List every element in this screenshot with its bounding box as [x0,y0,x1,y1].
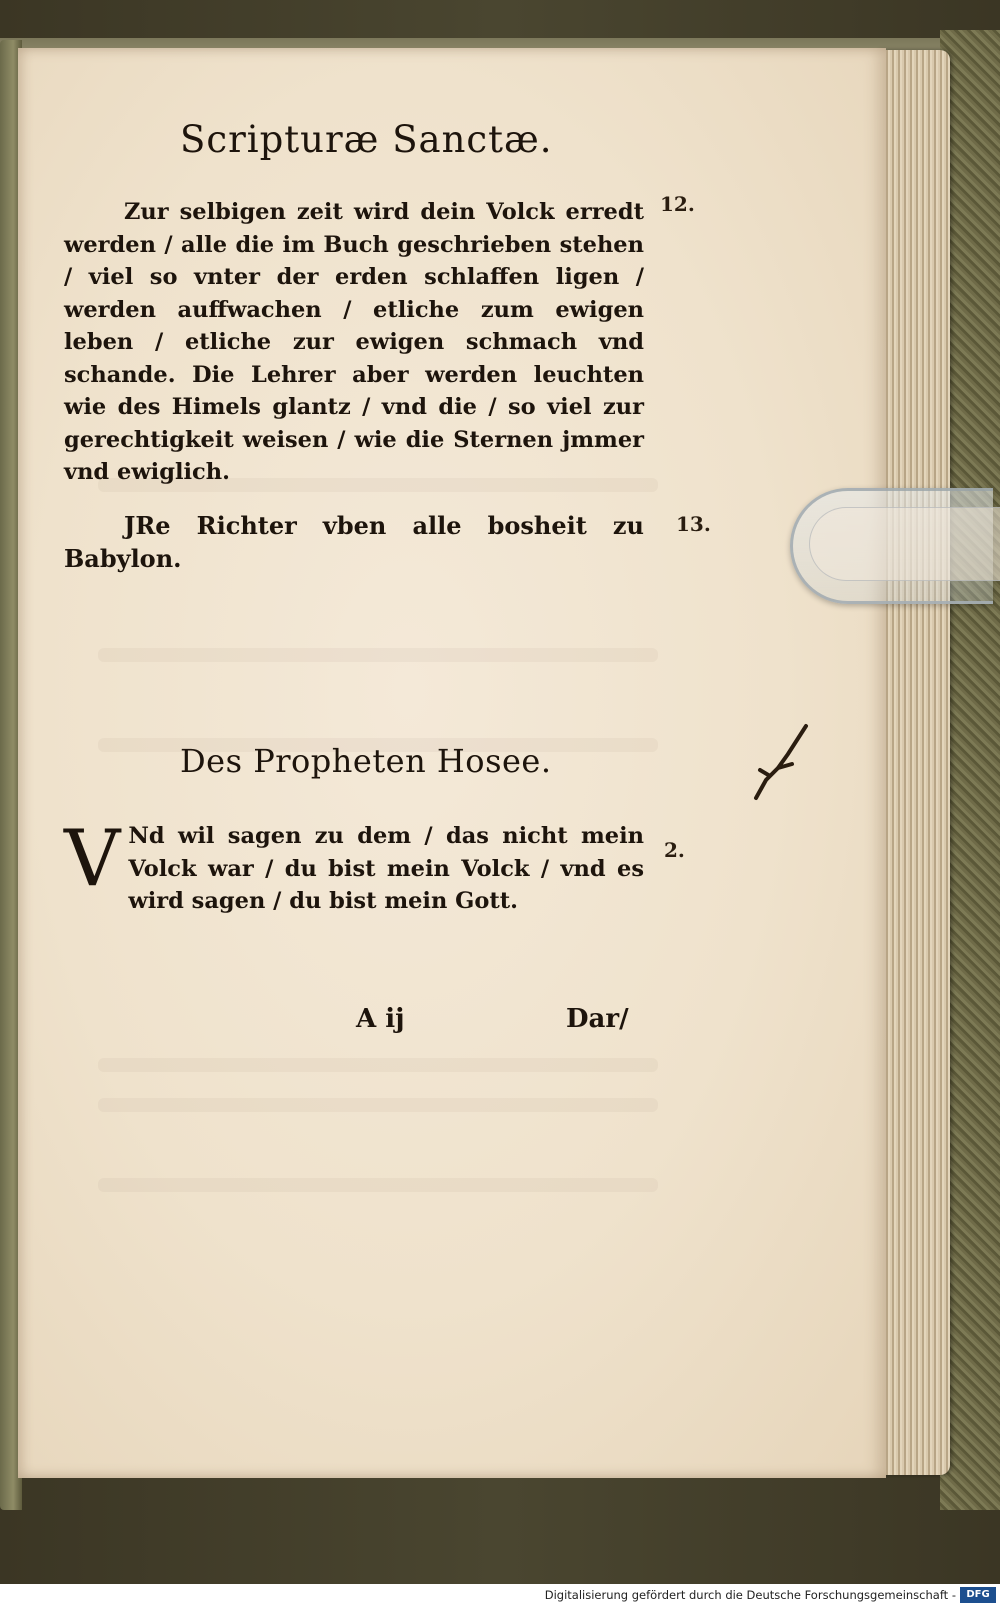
page-clip-inner [809,507,1000,581]
drop-cap: V [64,814,121,904]
margin-note-2: 2. [664,838,685,862]
show-through [98,1058,658,1072]
page-clip [790,488,993,604]
show-through [98,648,658,662]
paragraph-daniel-13: JRe Richter vben alle bosheit zu Babylon. [64,511,644,573]
section-title: Des Propheten Hosee. [180,742,552,780]
ink-mark [748,720,818,810]
show-through [98,1178,658,1192]
paragraph-hosea [64,814,644,918]
footer-bar [0,1584,1000,1607]
margin-note-12: 12. [660,192,695,216]
running-head: Scripturæ Sanctæ. [180,118,553,161]
signature-mark: A ij [356,1004,405,1034]
dfg-logo: DFG [960,1587,996,1603]
paragraph-daniel-12: Zur selbigen zeit wird dein Volck erredt werden / alle die im Buch geschrieben stehen / viel so vnter der erden schlaffen ligen / werden auffwachen / etliche zum ewigen leben / etliche zur ewigen schmach vnd schande. Die Lehrer aber werden leuchten wie des Himels glantz / vnd die / so viel zur gerechtigkeit weisen / wie die Sternen jmmer vnd ewiglich. [64,199,644,485]
catchword: Dar/ [566,1004,629,1034]
footer-credit: Digitalisierung gefördert durch die Deutsche Forschungsgemeinschaft - [544,1588,956,1602]
page-edges [878,50,950,1475]
paragraph-hosea-text: Nd wil sagen zu dem / das nicht mein Volck war / du bist mein Volck / vnd es wird sagen / du bist mein Gott. [128,823,644,914]
show-through [98,1098,658,1112]
margin-note-13: 13. [676,512,711,536]
